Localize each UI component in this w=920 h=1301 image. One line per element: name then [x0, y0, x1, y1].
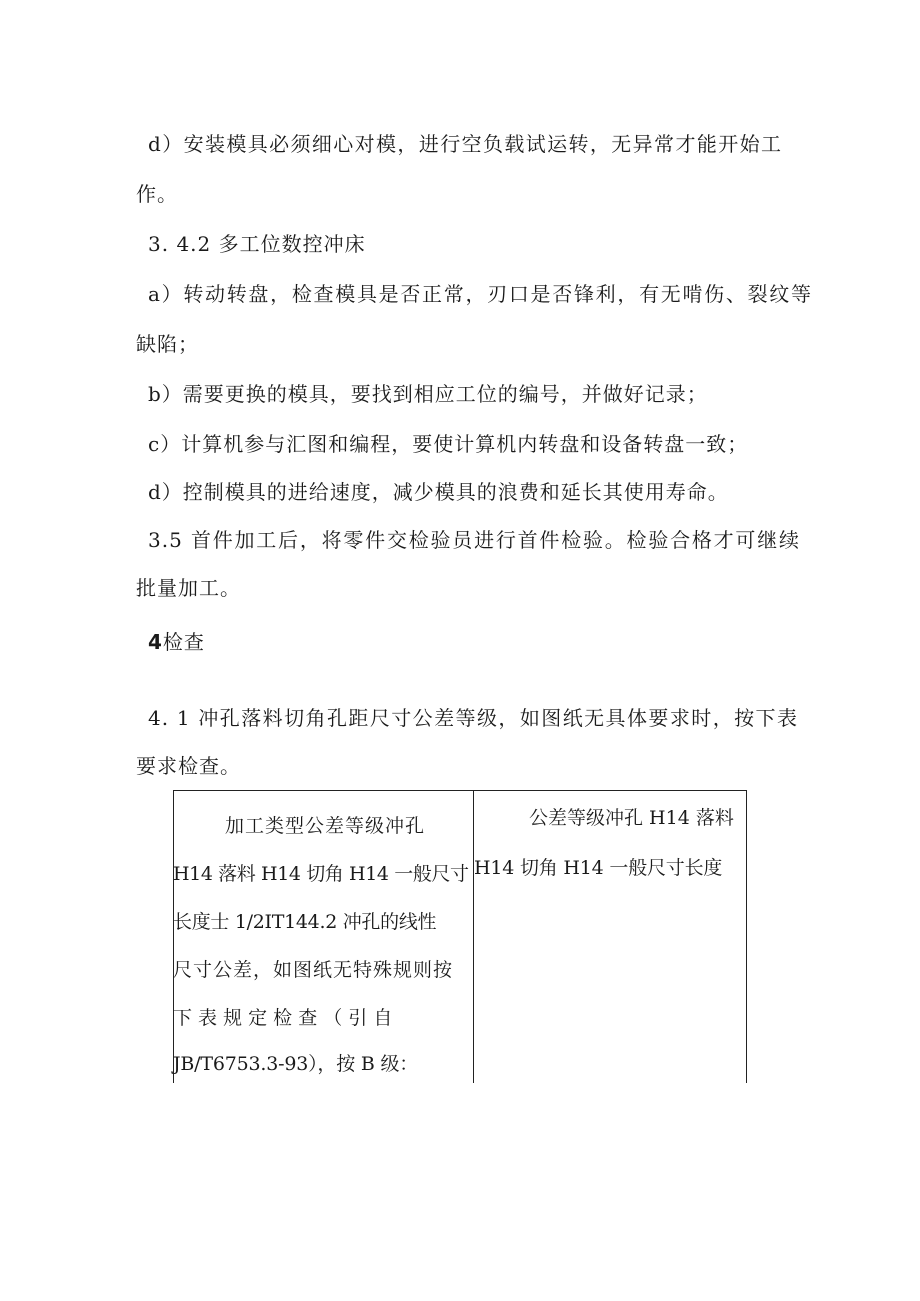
section-4-heading — [148, 628, 205, 656]
section-4-1-line1: 4. 1 冲孔落料切角孔距尺寸公差等级，如图纸无具体要求时，按下表 — [148, 706, 798, 730]
section-4-number: 4 — [148, 630, 163, 654]
left-cell-line: 长度士 1/2IT144.2 冲孔的线性 — [173, 911, 437, 933]
left-cell-line: JB/T6753.3-93），按 B 级： — [173, 1053, 419, 1075]
section-3-4-2-title: 3. 4.2 多工位数控冲床 — [148, 232, 366, 256]
table-border-right — [746, 791, 747, 1083]
tolerance-table — [173, 790, 747, 1083]
paragraph-a-line2: 缺陷； — [136, 332, 199, 356]
paragraph-b: b）需要更换的模具，要找到相应工位的编号，并做好记录； — [148, 382, 708, 406]
section-4-title: 检查 — [162, 630, 205, 654]
left-cell-line: H14 落料 H14 切角 H14 一般尺寸 — [173, 863, 469, 885]
right-cell-line: H14 切角 H14 一般尺寸长度 — [474, 857, 723, 879]
left-cell-line: 尺寸公差，如图纸无特殊规则按 — [173, 959, 454, 981]
table-border-middle — [473, 791, 474, 1083]
section-3-5-line1: 3.5 首件加工后，将零件交检验员进行首件检验。检验合格才可继续 — [148, 528, 800, 552]
paragraph-d-install-line1: d）安装模具必须细心对模，进行空负载试运转，无异常才能开始工 — [148, 132, 782, 156]
paragraph-d-install-line2: 作。 — [136, 182, 178, 206]
left-cell-line: 下 表 规 定 检 查 （ 引 自 — [173, 1007, 393, 1029]
paragraph-a-line1: a）转动转盘，检查模具是否正常，刃口是否锋利，有无啃伤、裂纹等 — [148, 282, 812, 306]
left-cell-line: 加工类型公差等级冲孔 — [225, 815, 426, 837]
section-4-1-line2: 要求检查。 — [136, 754, 241, 778]
right-cell-line: 公差等级冲孔 H14 落料 — [529, 807, 734, 829]
table-border-left — [173, 791, 174, 1083]
section-3-5-line2: 批量加工。 — [136, 576, 241, 600]
paragraph-c: c）计算机参与汇图和编程，要使计算机内转盘和设备转盘一致； — [148, 432, 749, 456]
paragraph-d-control: d）控制模具的进给速度，减少模具的浪费和延长其使用寿命。 — [148, 480, 729, 504]
